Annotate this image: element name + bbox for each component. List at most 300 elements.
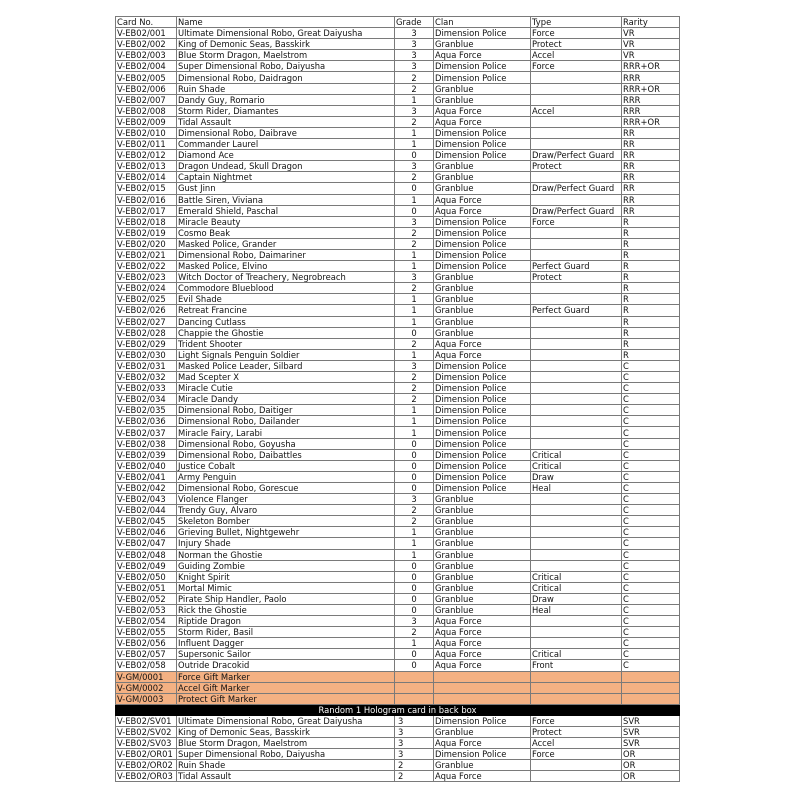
cell-name: Justice Cobalt: [177, 460, 395, 471]
cell-rarity: C: [622, 416, 680, 427]
cell-rarity: C: [622, 405, 680, 416]
cell-rarity: R: [622, 272, 680, 283]
cell-name: Trident Shooter: [177, 338, 395, 349]
cell-type: [531, 294, 622, 305]
cell-card-no: V-EB02/015: [116, 183, 177, 194]
cell-rarity: R: [622, 216, 680, 227]
cell-card-no: V-EB02/025: [116, 294, 177, 305]
cell-clan: [434, 682, 531, 693]
cell-grade: 3: [395, 616, 434, 627]
cell-rarity: [622, 682, 680, 693]
cell-type: [531, 427, 622, 438]
cell-grade: 1: [395, 527, 434, 538]
cell-grade: 0: [395, 205, 434, 216]
cell-card-no: V-EB02/030: [116, 349, 177, 360]
cell-grade: 1: [395, 249, 434, 260]
cell-type: Force: [531, 749, 622, 760]
special-card-row: [116, 738, 680, 749]
cell-grade: 3: [395, 61, 434, 72]
table-body: [116, 28, 680, 782]
cell-type: Perfect Guard: [531, 305, 622, 316]
cell-grade: 0: [395, 460, 434, 471]
cell-type: [531, 249, 622, 260]
cell-card-no: V-EB02/052: [116, 593, 177, 604]
table-row: [116, 416, 680, 427]
table-row: [116, 216, 680, 227]
cell-type: [531, 172, 622, 183]
table-row: [116, 538, 680, 549]
cell-card-no: V-EB02/SV03: [116, 738, 177, 749]
cell-card-no: V-EB02/021: [116, 249, 177, 260]
cell-grade: 2: [395, 83, 434, 94]
cell-rarity: C: [622, 449, 680, 460]
table-row: [116, 238, 680, 249]
cell-grade: 3: [395, 161, 434, 172]
cell-name: Dragon Undead, Skull Dragon: [177, 161, 395, 172]
cell-grade: 2: [395, 72, 434, 83]
cell-clan: Dimension Police: [434, 471, 531, 482]
cell-name: Masked Police, Elvino: [177, 261, 395, 272]
cell-name: Miracle Beauty: [177, 216, 395, 227]
cell-rarity: RRR: [622, 72, 680, 83]
cell-grade: 0: [395, 660, 434, 671]
cell-card-no: V-EB02/006: [116, 83, 177, 94]
cell-grade: 2: [395, 627, 434, 638]
cell-clan: Granblue: [434, 283, 531, 294]
cell-type: Protect: [531, 39, 622, 50]
header-type: Type: [531, 17, 622, 28]
cell-name: Mortal Mimic: [177, 582, 395, 593]
cell-clan: Aqua Force: [434, 771, 531, 782]
cell-card-no: V-EB02/019: [116, 227, 177, 238]
cell-rarity: OR: [622, 771, 680, 782]
cell-name: Battle Siren, Viviana: [177, 194, 395, 205]
cell-card-no: V-EB02/016: [116, 194, 177, 205]
cell-card-no: V-GM/0003: [116, 693, 177, 704]
cell-rarity: RR: [622, 205, 680, 216]
special-card-row: [116, 771, 680, 782]
cell-grade: 3: [395, 28, 434, 39]
table-row: [116, 582, 680, 593]
cell-card-no: V-EB02/024: [116, 283, 177, 294]
table-row: [116, 338, 680, 349]
cell-type: [531, 227, 622, 238]
cell-type: [531, 516, 622, 527]
table-row: [116, 105, 680, 116]
cell-card-no: V-EB02/002: [116, 39, 177, 50]
cell-grade: 2: [395, 172, 434, 183]
table-row: [116, 327, 680, 338]
cell-clan: Dimension Police: [434, 72, 531, 83]
cell-clan: Aqua Force: [434, 116, 531, 127]
table-row: [116, 194, 680, 205]
cell-card-no: V-EB02/043: [116, 494, 177, 505]
table-row: [116, 638, 680, 649]
cell-clan: Dimension Police: [434, 749, 531, 760]
cell-name: Trendy Guy, Alvaro: [177, 505, 395, 516]
cell-rarity: R: [622, 305, 680, 316]
table-row: [116, 249, 680, 260]
cell-name: Masked Police Leader, Silbard: [177, 360, 395, 371]
cell-type: [531, 72, 622, 83]
cell-card-no: V-EB02/014: [116, 172, 177, 183]
cell-card-no: V-EB02/026: [116, 305, 177, 316]
cell-name: Miracle Dandy: [177, 394, 395, 405]
table-row: [116, 471, 680, 482]
cell-rarity: C: [622, 505, 680, 516]
cell-name: Super Dimensional Robo, Daiyusha: [177, 61, 395, 72]
cell-card-no: V-EB02/008: [116, 105, 177, 116]
cell-grade: 1: [395, 94, 434, 105]
cell-card-no: V-EB02/048: [116, 549, 177, 560]
cell-name: Supersonic Sailor: [177, 649, 395, 660]
hologram-banner: Random 1 Hologram card in back box: [116, 704, 680, 715]
cell-type: [531, 527, 622, 538]
table-row: [116, 72, 680, 83]
cell-clan: Aqua Force: [434, 616, 531, 627]
cell-type: Critical: [531, 460, 622, 471]
cell-card-no: V-EB02/033: [116, 383, 177, 394]
cell-grade: [395, 682, 434, 693]
cell-name: Chappie the Ghostie: [177, 327, 395, 338]
cell-type: [531, 116, 622, 127]
cell-name: Guiding Zombie: [177, 560, 395, 571]
cell-card-no: V-EB02/011: [116, 139, 177, 150]
cell-name: Outride Dracokid: [177, 660, 395, 671]
cell-clan: Dimension Police: [434, 482, 531, 493]
cell-rarity: C: [622, 394, 680, 405]
cell-rarity: C: [622, 660, 680, 671]
cell-name: Evil Shade: [177, 294, 395, 305]
cell-type: Draw/Perfect Guard: [531, 183, 622, 194]
cell-rarity: VR: [622, 28, 680, 39]
cell-rarity: R: [622, 338, 680, 349]
cell-card-no: V-EB02/057: [116, 649, 177, 660]
cell-rarity: RR: [622, 127, 680, 138]
cell-clan: Dimension Police: [434, 150, 531, 161]
cell-type: [531, 627, 622, 638]
cell-clan: Granblue: [434, 94, 531, 105]
cell-name: Masked Police, Grander: [177, 238, 395, 249]
cell-grade: 2: [395, 394, 434, 405]
cell-type: Critical: [531, 571, 622, 582]
cell-rarity: R: [622, 294, 680, 305]
cell-name: Captain Nightmet: [177, 172, 395, 183]
cell-rarity: C: [622, 549, 680, 560]
cell-name: Witch Doctor of Treachery, Negrobreach: [177, 272, 395, 283]
cell-type: [531, 538, 622, 549]
cell-clan: Granblue: [434, 505, 531, 516]
cell-grade: [395, 671, 434, 682]
cell-type: Draw: [531, 471, 622, 482]
cell-clan: Granblue: [434, 604, 531, 615]
cell-type: [531, 394, 622, 405]
cell-clan: Dimension Police: [434, 249, 531, 260]
gift-marker-row: [116, 682, 680, 693]
cell-type: [531, 83, 622, 94]
cell-grade: 3: [395, 727, 434, 738]
cell-grade: 2: [395, 516, 434, 527]
table-row: [116, 139, 680, 150]
cell-clan: Aqua Force: [434, 649, 531, 660]
cell-grade: 1: [395, 416, 434, 427]
special-card-row: [116, 760, 680, 771]
cell-clan: Granblue: [434, 516, 531, 527]
cell-card-no: V-EB02/009: [116, 116, 177, 127]
cell-card-no: V-GM/0002: [116, 682, 177, 693]
table-row: [116, 616, 680, 627]
cell-rarity: RR: [622, 194, 680, 205]
cell-clan: Granblue: [434, 305, 531, 316]
table-row: [116, 83, 680, 94]
cell-card-no: V-EB02/020: [116, 238, 177, 249]
cell-name: Dimensional Robo, Goyusha: [177, 438, 395, 449]
cell-grade: 1: [395, 261, 434, 272]
cell-rarity: VR: [622, 39, 680, 50]
cell-grade: 3: [395, 50, 434, 61]
cell-grade: [395, 693, 434, 704]
cell-grade: 2: [395, 505, 434, 516]
special-card-row: [116, 749, 680, 760]
cell-grade: 0: [395, 327, 434, 338]
cell-card-no: V-EB02/001: [116, 28, 177, 39]
table-row: [116, 360, 680, 371]
cell-rarity: SVR: [622, 727, 680, 738]
cell-grade: 3: [395, 360, 434, 371]
cell-grade: 1: [395, 638, 434, 649]
cell-name: Dimensional Robo, Daidragon: [177, 72, 395, 83]
cell-clan: Dimension Police: [434, 438, 531, 449]
cell-clan: Granblue: [434, 538, 531, 549]
header-grade: Grade: [395, 17, 434, 28]
cell-type: Draw/Perfect Guard: [531, 205, 622, 216]
cell-name: Violence Flanger: [177, 494, 395, 505]
table-row: [116, 516, 680, 527]
cell-type: Protect: [531, 727, 622, 738]
table-row: [116, 183, 680, 194]
table-row: [116, 482, 680, 493]
cell-type: Heal: [531, 604, 622, 615]
cell-clan: Granblue: [434, 582, 531, 593]
table-row: [116, 39, 680, 50]
cell-rarity: R: [622, 261, 680, 272]
cell-clan: Aqua Force: [434, 638, 531, 649]
cell-card-no: V-EB02/046: [116, 527, 177, 538]
cell-rarity: R: [622, 349, 680, 360]
cell-type: [531, 139, 622, 150]
cell-rarity: C: [622, 383, 680, 394]
cell-grade: 1: [395, 127, 434, 138]
cell-name: King of Demonic Seas, Basskirk: [177, 39, 395, 50]
cell-rarity: VR: [622, 50, 680, 61]
table-row: [116, 205, 680, 216]
cell-clan: Granblue: [434, 494, 531, 505]
header-rarity: Rarity: [622, 17, 680, 28]
cell-clan: Granblue: [434, 272, 531, 283]
special-card-row: [116, 715, 680, 726]
cell-grade: 0: [395, 571, 434, 582]
cell-rarity: R: [622, 227, 680, 238]
cell-grade: 2: [395, 227, 434, 238]
cell-grade: 0: [395, 471, 434, 482]
cell-clan: Granblue: [434, 327, 531, 338]
cell-clan: Dimension Police: [434, 460, 531, 471]
cell-rarity: R: [622, 316, 680, 327]
table-row: [116, 28, 680, 39]
cell-grade: 3: [395, 272, 434, 283]
cell-grade: 1: [395, 305, 434, 316]
cell-type: [531, 682, 622, 693]
cell-rarity: C: [622, 460, 680, 471]
cell-card-no: V-EB02/032: [116, 372, 177, 383]
cell-clan: Granblue: [434, 161, 531, 172]
cell-grade: 1: [395, 349, 434, 360]
cell-card-no: V-EB02/SV01: [116, 715, 177, 726]
cell-name: Protect Gift Marker: [177, 693, 395, 704]
cell-name: Dimensional Robo, Daibattles: [177, 449, 395, 460]
cell-name: Blue Storm Dragon, Maelstrom: [177, 50, 395, 61]
hologram-banner-row: [116, 704, 680, 715]
table-row: [116, 94, 680, 105]
cell-rarity: C: [622, 427, 680, 438]
cell-card-no: V-EB02/003: [116, 50, 177, 61]
cell-grade: 1: [395, 294, 434, 305]
cell-type: [531, 638, 622, 649]
cell-card-no: V-EB02/029: [116, 338, 177, 349]
cell-clan: Granblue: [434, 593, 531, 604]
cell-type: Critical: [531, 649, 622, 660]
gift-marker-row: [116, 693, 680, 704]
cell-clan: Dimension Police: [434, 427, 531, 438]
cell-grade: 3: [395, 738, 434, 749]
cell-clan: Granblue: [434, 571, 531, 582]
cell-card-no: V-EB02/007: [116, 94, 177, 105]
cell-type: Heal: [531, 482, 622, 493]
table-row: [116, 294, 680, 305]
cell-grade: 1: [395, 427, 434, 438]
table-row: [116, 316, 680, 327]
cell-rarity: C: [622, 516, 680, 527]
cell-type: [531, 760, 622, 771]
cell-type: Critical: [531, 582, 622, 593]
cell-rarity: C: [622, 593, 680, 604]
card-list-table: [115, 16, 680, 782]
cell-clan: Dimension Police: [434, 383, 531, 394]
cell-name: Light Signals Penguin Soldier: [177, 349, 395, 360]
cell-rarity: RRR+OR: [622, 83, 680, 94]
cell-name: Miracle Cutie: [177, 383, 395, 394]
cell-rarity: C: [622, 604, 680, 615]
table-row: [116, 438, 680, 449]
table-row: [116, 394, 680, 405]
cell-rarity: R: [622, 238, 680, 249]
cell-name: Norman the Ghostie: [177, 549, 395, 560]
cell-grade: 3: [395, 749, 434, 760]
cell-rarity: C: [622, 438, 680, 449]
cell-grade: 0: [395, 649, 434, 660]
cell-card-no: V-EB02/044: [116, 505, 177, 516]
cell-clan: Aqua Force: [434, 338, 531, 349]
cell-type: Accel: [531, 738, 622, 749]
cell-rarity: R: [622, 283, 680, 294]
cell-rarity: C: [622, 638, 680, 649]
cell-name: Super Dimensional Robo, Daiyusha: [177, 749, 395, 760]
cell-rarity: RR: [622, 172, 680, 183]
cell-rarity: SVR: [622, 738, 680, 749]
cell-clan: Dimension Police: [434, 405, 531, 416]
cell-rarity: C: [622, 372, 680, 383]
cell-card-no: V-EB02/013: [116, 161, 177, 172]
table-row: [116, 627, 680, 638]
cell-card-no: V-EB02/038: [116, 438, 177, 449]
cell-name: Retreat Francine: [177, 305, 395, 316]
cell-card-no: V-EB02/012: [116, 150, 177, 161]
cell-card-no: V-EB02/027: [116, 316, 177, 327]
cell-rarity: C: [622, 649, 680, 660]
cell-rarity: [622, 693, 680, 704]
cell-type: Front: [531, 660, 622, 671]
cell-rarity: RRR: [622, 94, 680, 105]
cell-type: Draw: [531, 593, 622, 604]
cell-card-no: V-EB02/050: [116, 571, 177, 582]
cell-clan: Dimension Police: [434, 715, 531, 726]
cell-card-no: V-EB02/056: [116, 638, 177, 649]
cell-card-no: V-EB02/004: [116, 61, 177, 72]
cell-card-no: V-EB02/045: [116, 516, 177, 527]
cell-grade: 3: [395, 216, 434, 227]
cell-name: Ultimate Dimensional Robo, Great Daiyusha: [177, 28, 395, 39]
cell-card-no: V-EB02/010: [116, 127, 177, 138]
cell-clan: Dimension Police: [434, 360, 531, 371]
cell-type: [531, 494, 622, 505]
cell-card-no: V-GM/0001: [116, 671, 177, 682]
cell-card-no: V-EB02/040: [116, 460, 177, 471]
cell-clan: Granblue: [434, 527, 531, 538]
cell-rarity: RR: [622, 183, 680, 194]
cell-clan: [434, 671, 531, 682]
cell-grade: 3: [395, 105, 434, 116]
cell-card-no: V-EB02/037: [116, 427, 177, 438]
table-row: [116, 571, 680, 582]
cell-card-no: V-EB02/042: [116, 482, 177, 493]
cell-clan: Granblue: [434, 316, 531, 327]
cell-clan: Dimension Police: [434, 127, 531, 138]
table-row: [116, 50, 680, 61]
cell-card-no: V-EB02/OR02: [116, 760, 177, 771]
table-row: [116, 383, 680, 394]
cell-name: Dimensional Robo, Gorescue: [177, 482, 395, 493]
cell-grade: 0: [395, 604, 434, 615]
cell-clan: Aqua Force: [434, 660, 531, 671]
cell-rarity: RRR+OR: [622, 61, 680, 72]
cell-name: Blue Storm Dragon, Maelstrom: [177, 738, 395, 749]
cell-grade: 2: [395, 383, 434, 394]
table-row: [116, 161, 680, 172]
cell-clan: Aqua Force: [434, 50, 531, 61]
table-row: [116, 549, 680, 560]
cell-name: Knight Spirit: [177, 571, 395, 582]
cell-card-no: V-EB02/034: [116, 394, 177, 405]
cell-grade: 2: [395, 338, 434, 349]
table-row: [116, 150, 680, 161]
cell-grade: 1: [395, 549, 434, 560]
table-row: [116, 449, 680, 460]
cell-name: Ruin Shade: [177, 83, 395, 94]
cell-name: Army Penguin: [177, 471, 395, 482]
cell-type: [531, 316, 622, 327]
cell-name: Injury Shade: [177, 538, 395, 549]
cell-rarity: R: [622, 327, 680, 338]
